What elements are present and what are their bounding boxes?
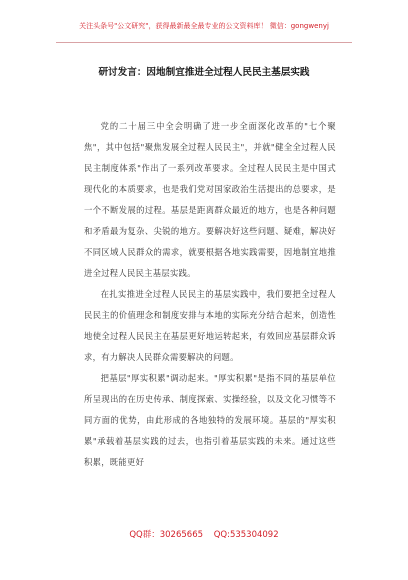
header-notice: 关注头条号"公文研究"，获得最新最全最专业的公文资料库！ 微信：gongwenyj <box>79 22 329 30</box>
paragraph-3: 把基层"厚实积累"调动起来。"厚实积累"是指不同的基层单位所呈现出的在历史传承、制度探索、实操经验，以及文化习惯等不同方面的优势，由此形成的各地独特的发展环境。基层的"厚实积累"承载着基层实践的过去，也指引着基层实践的未来。通过这些积累，既能更好 <box>84 373 336 467</box>
paragraph-2: 在扎实推进全过程人民民主的基层实践中，我们要把全过程人民民主的价值理念和制度安排与本地的实际充分结合起来，创造性地使全过程人民民主在基层更好地运转起来，有效回应基层群众诉求，有力解决人民群众需要解决的问题。 <box>84 289 336 362</box>
document-body <box>84 116 336 473</box>
paragraph-1: 党的二十届三中全会明确了进一步全面深化改革的"七个聚焦"，其中包括"聚焦发展全过程人民民主"，并就"健全全过程人民民主制度体系"作出了一系列改革要求。全过程人民民主是中国式现代化的本质要求，也是我们党对国家政治生活提出的总要求，是一个不断发展的过程。基层是距离群众最近的地方，也是各种问题和矛盾最为复杂、尖锐的地方。要解决好这些问题、疑难，解决好不同区域人民群众的需求，就要根据各地实践需要，因地制宜地推进全过程人民民主基层实践。 <box>84 121 336 278</box>
document-title: 研讨发言：因地制宜推进全过程人民民主基层实践 <box>98 67 310 78</box>
footer-contact: QQ群：30265665 QQ:535304092 <box>129 530 279 540</box>
header-divider <box>56 42 352 43</box>
